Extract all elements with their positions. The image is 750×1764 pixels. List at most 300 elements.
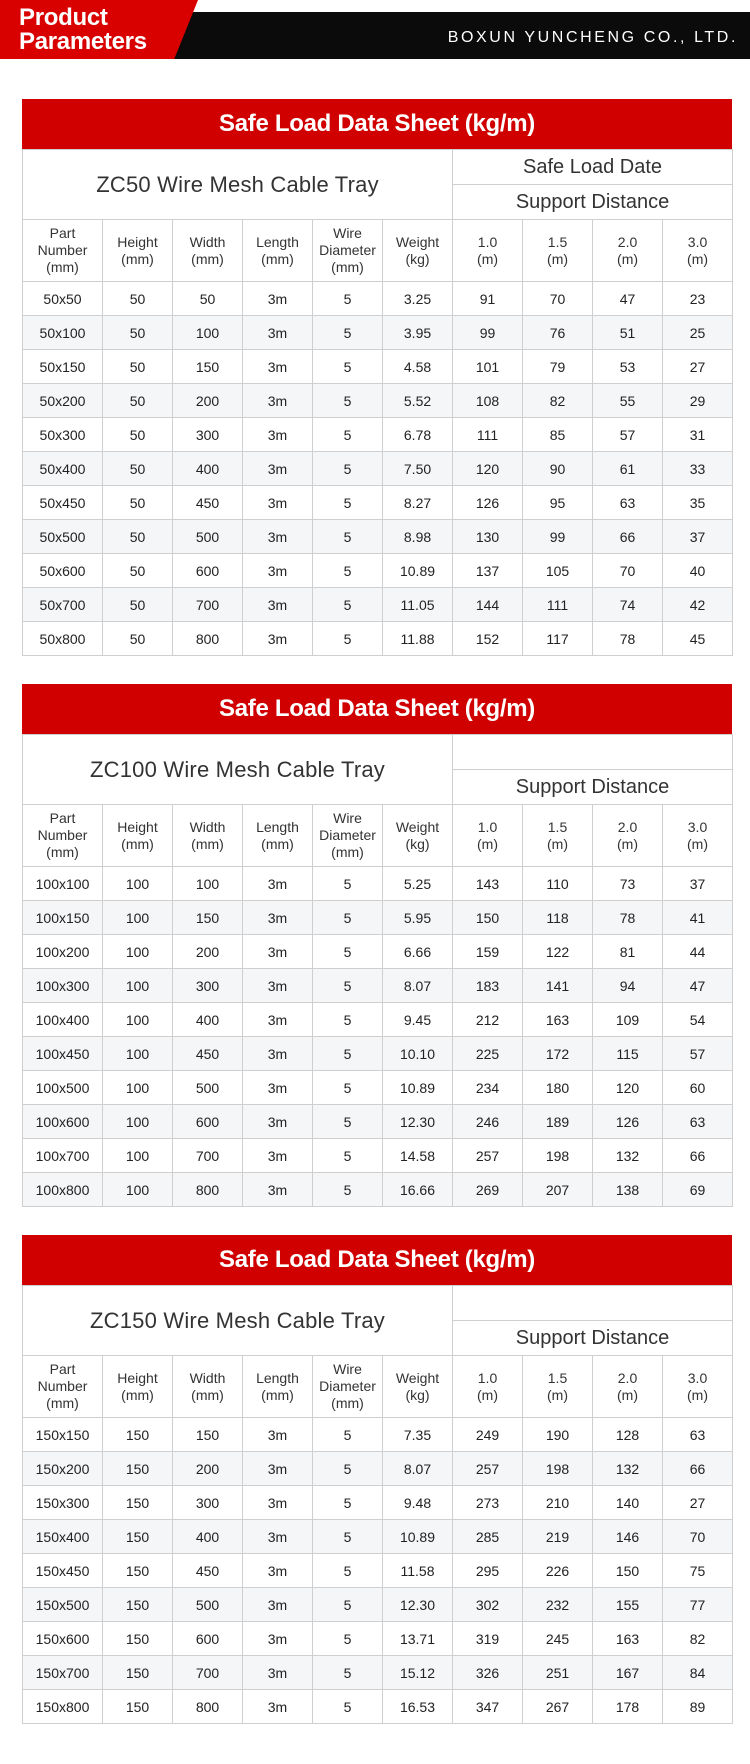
table-cell: 27 <box>663 350 733 384</box>
column-header-weight <box>383 1356 453 1418</box>
column-header-length <box>243 1356 313 1418</box>
table-cell: 10.89 <box>383 554 453 588</box>
table-cell: 44 <box>663 935 733 969</box>
table-cell: 100 <box>103 969 173 1003</box>
column-header-line: (m) <box>477 250 499 267</box>
table-cell: 27 <box>663 1486 733 1520</box>
table-row <box>23 1139 733 1173</box>
table-cell: 295 <box>453 1554 523 1588</box>
table-cell: 140 <box>593 1486 663 1520</box>
column-header-weight <box>383 220 453 282</box>
table-cell: 50x50 <box>23 282 103 316</box>
column-header-height <box>103 220 173 282</box>
table-cell: 5 <box>313 418 383 452</box>
table-cell: 111 <box>453 418 523 452</box>
table-cell: 79 <box>523 350 593 384</box>
column-header-wire <box>313 805 383 867</box>
column-header-line: (mm) <box>46 1395 79 1411</box>
table-cell: 16.66 <box>383 1173 453 1207</box>
table-cell: 100x200 <box>23 935 103 969</box>
column-header-line: (mm) <box>331 1395 364 1411</box>
table-cell: 3m <box>243 282 313 316</box>
table-cell: 50 <box>103 486 173 520</box>
table-cell: 500 <box>173 1588 243 1622</box>
column-header-line: (m) <box>477 1386 498 1403</box>
table-cell: 400 <box>173 1003 243 1037</box>
table-cell: 50x150 <box>23 350 103 384</box>
data-sheet-zc50 <box>22 99 732 656</box>
table-cell: 77 <box>663 1588 733 1622</box>
table-cell: 50 <box>103 520 173 554</box>
table-cell: 50 <box>173 282 243 316</box>
table-cell: 41 <box>663 901 733 935</box>
table-cell: 9.45 <box>383 1003 453 1037</box>
banner-title-line2: Parameters <box>19 28 147 55</box>
column-header-wire <box>313 1356 383 1418</box>
table-cell: 66 <box>663 1139 733 1173</box>
column-header-line: 1.5 <box>547 233 568 250</box>
table-cell: 126 <box>453 486 523 520</box>
table-cell: 150x700 <box>23 1656 103 1690</box>
table-cell: 50x300 <box>23 418 103 452</box>
table-cell: 257 <box>453 1452 523 1486</box>
safe-load-label <box>453 735 733 770</box>
table-cell: 5 <box>313 1139 383 1173</box>
table-cell: 5 <box>313 452 383 486</box>
table-cell: 246 <box>453 1105 523 1139</box>
column-header-line: Height <box>117 1369 158 1386</box>
table-cell: 5 <box>313 1003 383 1037</box>
table-cell: 117 <box>523 622 593 656</box>
sheet-title: Safe Load Data Sheet (kg/m) <box>22 684 732 734</box>
table-cell: 100x450 <box>23 1037 103 1071</box>
table-cell: 245 <box>523 1622 593 1656</box>
table-cell: 150 <box>593 1554 663 1588</box>
table-cell: 47 <box>663 969 733 1003</box>
table-cell: 50x400 <box>23 452 103 486</box>
table-cell: 128 <box>593 1418 663 1452</box>
table-cell: 700 <box>173 1139 243 1173</box>
column-header-line: Weight <box>395 1369 440 1386</box>
table-cell: 10.10 <box>383 1037 453 1071</box>
table-cell: 225 <box>453 1037 523 1071</box>
table-row <box>23 1554 733 1588</box>
column-header-line: (mm) <box>191 250 224 267</box>
table-cell: 267 <box>523 1690 593 1724</box>
table-cell: 94 <box>593 969 663 1003</box>
table-cell: 152 <box>453 622 523 656</box>
column-header-line: Number <box>37 1378 88 1394</box>
column-header-line: 3.0 <box>687 233 708 250</box>
table-cell: 150 <box>173 901 243 935</box>
column-header-line: Part <box>49 1361 76 1377</box>
table-cell: 319 <box>453 1622 523 1656</box>
table-cell: 200 <box>173 935 243 969</box>
table-cell: 210 <box>523 1486 593 1520</box>
column-header-line: Height <box>117 233 158 250</box>
table-cell: 50x700 <box>23 588 103 622</box>
table-cell: 50 <box>103 282 173 316</box>
column-header-part-number <box>23 1356 103 1418</box>
table-cell: 70 <box>523 282 593 316</box>
table-cell: 150x450 <box>23 1554 103 1588</box>
table-cell: 57 <box>593 418 663 452</box>
table-cell: 81 <box>593 935 663 969</box>
table-cell: 3m <box>243 1071 313 1105</box>
column-header-line: (mm) <box>191 835 224 852</box>
table-cell: 50 <box>103 350 173 384</box>
column-header-line: 1.5 <box>547 1369 568 1386</box>
column-header-line: Length <box>256 233 299 250</box>
table-row <box>23 350 733 384</box>
table-row <box>23 901 733 935</box>
table-cell: 16.53 <box>383 1690 453 1724</box>
safe-load-label: Safe Load Date <box>453 150 733 185</box>
column-header-line: Part <box>49 225 76 241</box>
table-cell: 5 <box>313 1452 383 1486</box>
table-cell: 5 <box>313 350 383 384</box>
table-cell: 207 <box>523 1173 593 1207</box>
column-header-length <box>243 220 313 282</box>
column-header-d3 <box>593 1356 663 1418</box>
column-header-d1 <box>453 220 523 282</box>
column-header-line: (mm) <box>121 250 154 267</box>
column-header-line: 1.5 <box>547 818 568 835</box>
table-cell: 115 <box>593 1037 663 1071</box>
column-header-d2 <box>523 805 593 867</box>
table-cell: 73 <box>593 867 663 901</box>
table-cell: 37 <box>663 867 733 901</box>
column-header-line: Width <box>189 1369 226 1386</box>
table-cell: 300 <box>173 418 243 452</box>
table-cell: 300 <box>173 1486 243 1520</box>
column-header-line: (kg) <box>405 250 430 267</box>
column-header-line: 1.0 <box>477 818 498 835</box>
table-row <box>23 969 733 1003</box>
table-cell: 302 <box>453 1588 523 1622</box>
table-cell: 3m <box>243 935 313 969</box>
table-cell: 3m <box>243 1520 313 1554</box>
table-cell: 5 <box>313 1071 383 1105</box>
table-cell: 3m <box>243 1105 313 1139</box>
table-cell: 100 <box>103 1037 173 1071</box>
table-cell: 89 <box>663 1690 733 1724</box>
table-cell: 5 <box>313 1105 383 1139</box>
table-cell: 100 <box>173 867 243 901</box>
column-header-wire <box>313 220 383 282</box>
table-cell: 3m <box>243 418 313 452</box>
table-cell: 12.30 <box>383 1588 453 1622</box>
column-header-d3 <box>593 220 663 282</box>
table-cell: 300 <box>173 969 243 1003</box>
table-cell: 5 <box>313 867 383 901</box>
table-cell: 150 <box>103 1452 173 1486</box>
table-cell: 82 <box>663 1622 733 1656</box>
table-cell: 109 <box>593 1003 663 1037</box>
table-row <box>23 622 733 656</box>
table-cell: 40 <box>663 554 733 588</box>
table-cell: 150x500 <box>23 1588 103 1622</box>
support-distance-label: Support Distance <box>453 185 733 220</box>
table-cell: 69 <box>663 1173 733 1207</box>
column-header-line: Number <box>37 827 88 843</box>
table-cell: 108 <box>453 384 523 418</box>
sheet-title: Safe Load Data Sheet (kg/m) <box>22 99 732 149</box>
column-header-line: (mm) <box>261 250 294 267</box>
column-header-line: (m) <box>687 250 709 267</box>
table-cell: 3m <box>243 316 313 350</box>
table-cell: 150 <box>173 1418 243 1452</box>
table-cell: 7.50 <box>383 452 453 486</box>
table-row <box>23 1622 733 1656</box>
column-header-line: Length <box>256 818 299 835</box>
table-cell: 100x100 <box>23 867 103 901</box>
table-cell: 3m <box>243 1554 313 1588</box>
column-header-height <box>103 805 173 867</box>
table-cell: 3m <box>243 1037 313 1071</box>
table-cell: 163 <box>523 1003 593 1037</box>
table-cell: 5 <box>313 282 383 316</box>
table-cell: 100 <box>103 867 173 901</box>
column-header-line: Number <box>37 242 88 258</box>
table-cell: 198 <box>523 1452 593 1486</box>
table-cell: 347 <box>453 1690 523 1724</box>
column-header-d4 <box>663 805 733 867</box>
table-row <box>23 1105 733 1139</box>
table-cell: 23 <box>663 282 733 316</box>
table-cell: 35 <box>663 486 733 520</box>
table-cell: 5.25 <box>383 867 453 901</box>
table-cell: 3m <box>243 1003 313 1037</box>
column-header-line: (m) <box>687 1386 708 1403</box>
table-cell: 9.48 <box>383 1486 453 1520</box>
column-header-part-number <box>23 220 103 282</box>
load-table <box>22 149 733 656</box>
column-header-line: (mm) <box>121 835 154 852</box>
table-cell: 5 <box>313 554 383 588</box>
table-cell: 42 <box>663 588 733 622</box>
table-cell: 3.95 <box>383 316 453 350</box>
table-cell: 10.89 <box>383 1071 453 1105</box>
table-cell: 3m <box>243 622 313 656</box>
column-header-d4 <box>663 1356 733 1418</box>
table-cell: 47 <box>593 282 663 316</box>
table-cell: 150x200 <box>23 1452 103 1486</box>
table-cell: 234 <box>453 1071 523 1105</box>
table-cell: 144 <box>453 588 523 622</box>
table-cell: 5 <box>313 1554 383 1588</box>
column-header-line: Wire <box>333 1361 362 1377</box>
table-cell: 5 <box>313 316 383 350</box>
table-cell: 137 <box>453 554 523 588</box>
table-cell: 150 <box>453 901 523 935</box>
table-cell: 8.98 <box>383 520 453 554</box>
table-cell: 70 <box>593 554 663 588</box>
column-header-d2 <box>523 1356 593 1418</box>
table-cell: 5 <box>313 520 383 554</box>
table-cell: 95 <box>523 486 593 520</box>
table-cell: 5 <box>313 935 383 969</box>
table-cell: 100 <box>103 901 173 935</box>
column-header-line: (mm) <box>331 844 364 860</box>
table-cell: 326 <box>453 1656 523 1690</box>
table-cell: 63 <box>663 1105 733 1139</box>
column-header-line: Diameter <box>319 1378 376 1394</box>
column-header-line: 3.0 <box>687 1369 708 1386</box>
table-cell: 500 <box>173 1071 243 1105</box>
support-distance-label: Support Distance <box>453 1321 733 1356</box>
table-row <box>23 588 733 622</box>
table-cell: 50 <box>103 622 173 656</box>
table-cell: 100x800 <box>23 1173 103 1207</box>
load-table <box>22 1285 733 1724</box>
table-cell: 3m <box>243 486 313 520</box>
table-cell: 132 <box>593 1139 663 1173</box>
table-row <box>23 282 733 316</box>
column-header-line: 1.0 <box>477 1369 498 1386</box>
column-header-line: (m) <box>547 250 569 267</box>
table-cell: 5 <box>313 1173 383 1207</box>
column-header-line: Diameter <box>319 242 376 258</box>
table-cell: 800 <box>173 622 243 656</box>
table-cell: 3.25 <box>383 282 453 316</box>
column-header-d4 <box>663 220 733 282</box>
table-cell: 99 <box>523 520 593 554</box>
table-row <box>23 1037 733 1071</box>
table-cell: 8.07 <box>383 1452 453 1486</box>
table-cell: 180 <box>523 1071 593 1105</box>
table-cell: 50x800 <box>23 622 103 656</box>
table-cell: 132 <box>593 1452 663 1486</box>
table-cell: 12.30 <box>383 1105 453 1139</box>
table-cell: 178 <box>593 1690 663 1724</box>
table-cell: 800 <box>173 1173 243 1207</box>
table-cell: 100x400 <box>23 1003 103 1037</box>
table-cell: 66 <box>663 1452 733 1486</box>
column-header-line: Weight <box>395 818 440 835</box>
table-cell: 100x500 <box>23 1071 103 1105</box>
table-cell: 3m <box>243 350 313 384</box>
table-cell: 50 <box>103 384 173 418</box>
table-cell: 273 <box>453 1486 523 1520</box>
table-cell: 57 <box>663 1037 733 1071</box>
table-cell: 11.88 <box>383 622 453 656</box>
table-cell: 50x500 <box>23 520 103 554</box>
table-cell: 5 <box>313 1622 383 1656</box>
table-cell: 118 <box>523 901 593 935</box>
table-cell: 100 <box>103 1003 173 1037</box>
column-header-line: (m) <box>617 250 639 267</box>
table-cell: 4.58 <box>383 350 453 384</box>
banner-title <box>19 6 147 54</box>
table-cell: 183 <box>453 969 523 1003</box>
table-cell: 50x200 <box>23 384 103 418</box>
table-cell: 150 <box>103 1486 173 1520</box>
table-cell: 3m <box>243 1452 313 1486</box>
table-cell: 5 <box>313 1656 383 1690</box>
table-cell: 51 <box>593 316 663 350</box>
table-cell: 3m <box>243 384 313 418</box>
table-row <box>23 554 733 588</box>
table-cell: 100x700 <box>23 1139 103 1173</box>
table-cell: 45 <box>663 622 733 656</box>
table-cell: 6.66 <box>383 935 453 969</box>
product-name: ZC50 Wire Mesh Cable Tray <box>23 150 453 220</box>
table-row <box>23 935 733 969</box>
column-header-weight <box>383 805 453 867</box>
table-cell: 190 <box>523 1418 593 1452</box>
column-header-d3 <box>593 805 663 867</box>
table-cell: 257 <box>453 1139 523 1173</box>
table-cell: 3m <box>243 1622 313 1656</box>
table-cell: 200 <box>173 384 243 418</box>
table-row <box>23 1452 733 1486</box>
table-cell: 450 <box>173 486 243 520</box>
table-cell: 3m <box>243 520 313 554</box>
table-cell: 3m <box>243 1173 313 1207</box>
table-cell: 143 <box>453 867 523 901</box>
table-cell: 150x600 <box>23 1622 103 1656</box>
table-cell: 5.52 <box>383 384 453 418</box>
column-header-line: (m) <box>687 835 708 852</box>
column-header-line: Width <box>189 233 226 250</box>
table-row <box>23 1173 733 1207</box>
table-cell: 141 <box>523 969 593 1003</box>
table-cell: 600 <box>173 1105 243 1139</box>
column-header-line: 2.0 <box>617 233 638 250</box>
table-cell: 5 <box>313 1690 383 1724</box>
table-cell: 78 <box>593 622 663 656</box>
table-row <box>23 1690 733 1724</box>
table-cell: 10.89 <box>383 1520 453 1554</box>
table-cell: 50x100 <box>23 316 103 350</box>
table-cell: 5 <box>313 1037 383 1071</box>
table-cell: 100x300 <box>23 969 103 1003</box>
column-header-height <box>103 1356 173 1418</box>
column-header-line: (mm) <box>331 259 364 275</box>
table-cell: 91 <box>453 282 523 316</box>
table-cell: 5 <box>313 1588 383 1622</box>
product-name: ZC100 Wire Mesh Cable Tray <box>23 735 453 805</box>
table-cell: 50 <box>103 418 173 452</box>
table-cell: 163 <box>593 1622 663 1656</box>
table-row <box>23 1003 733 1037</box>
column-header-width <box>173 220 243 282</box>
table-cell: 111 <box>523 588 593 622</box>
table-cell: 3m <box>243 1588 313 1622</box>
table-cell: 6.78 <box>383 418 453 452</box>
column-header-width <box>173 805 243 867</box>
table-row <box>23 520 733 554</box>
column-header-line: 1.0 <box>477 233 498 250</box>
table-cell: 150 <box>173 350 243 384</box>
table-cell: 700 <box>173 588 243 622</box>
table-cell: 5 <box>313 969 383 1003</box>
column-header-line: Length <box>256 1369 299 1386</box>
column-header-line: (mm) <box>261 835 294 852</box>
table-cell: 5 <box>313 1418 383 1452</box>
column-header-line: 2.0 <box>617 1369 638 1386</box>
table-cell: 138 <box>593 1173 663 1207</box>
banner-title-line1: Product <box>19 4 108 31</box>
company-name: BOXUN YUNCHENG CO., LTD. <box>447 29 738 46</box>
table-cell: 55 <box>593 384 663 418</box>
table-cell: 33 <box>663 452 733 486</box>
table-cell: 172 <box>523 1037 593 1071</box>
table-cell: 66 <box>593 520 663 554</box>
column-header-line: (m) <box>547 835 568 852</box>
column-header-line: Part <box>49 810 76 826</box>
